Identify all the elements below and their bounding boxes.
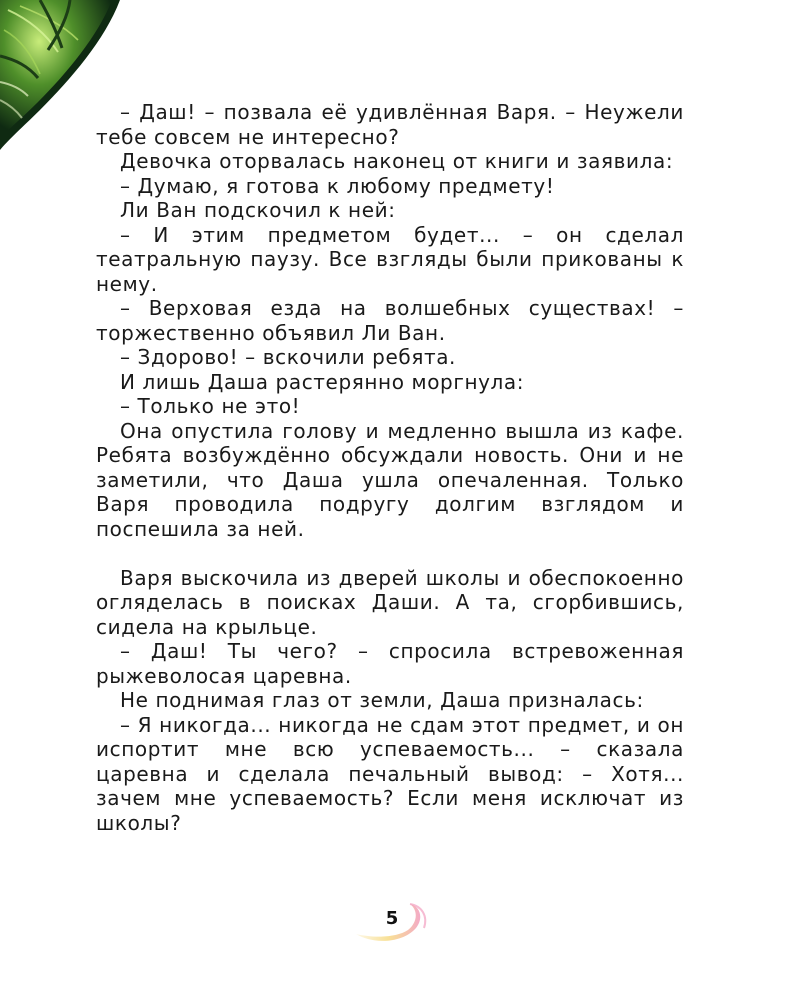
page-number-area xyxy=(352,898,432,946)
paragraph: Не поднимая глаз от земли, Даша призналась: xyxy=(120,688,644,712)
paragraph: – И этим предметом будет... – он сделал театральную паузу. Все взгляды были прикованы к нему. xyxy=(96,222,684,296)
paragraph: – Даш! Ты чего? – спросила встревоженная рыжеволосая царевна. xyxy=(96,639,684,688)
paragraph: Она опустила голову и медленно вышла из кафе. Ребята возбуждённо обсуждали новость. Они и не заметили, что Даша ушла опечаленная. Только Варя проводила подругу долгим взглядом и поспешила за ней. xyxy=(96,418,684,541)
paragraph: – Верховая езда на волшебных существах! – торжественно объявил Ли Ван. xyxy=(96,296,684,345)
paragraph: – Только не это! xyxy=(120,394,301,418)
paragraph: Варя выскочила из дверей школы и обеспокоенно огляделась в поисках Даши. А та, сгорбившись, сидела на крыльце. xyxy=(96,565,684,639)
story-text xyxy=(96,100,684,835)
paragraph: – Я никогда... никогда не сдам этот предмет, и он испортит мне всю успеваемость... – сказала царевна и сделала печальный вывод: – Хотя... зачем мне успеваемость? Если меня исключат из школы? xyxy=(96,712,684,835)
paragraph: Девочка оторвалась наконец от книги и заявила: xyxy=(120,149,674,173)
paragraph: – Даш! – позвала её удивлённая Варя. – Неужели тебе совсем не интересно? xyxy=(96,100,684,149)
paragraph: И лишь Даша растерянно моргнула: xyxy=(120,369,525,394)
paragraph: – Думаю, я готова к любому предмету! xyxy=(120,173,555,198)
paragraph: – Здорово! – вскочили ребята. xyxy=(120,345,457,369)
paragraph: Ли Ван подскочил к ней: xyxy=(120,198,396,222)
page-number: 5 xyxy=(385,908,399,929)
section-break xyxy=(96,541,684,566)
